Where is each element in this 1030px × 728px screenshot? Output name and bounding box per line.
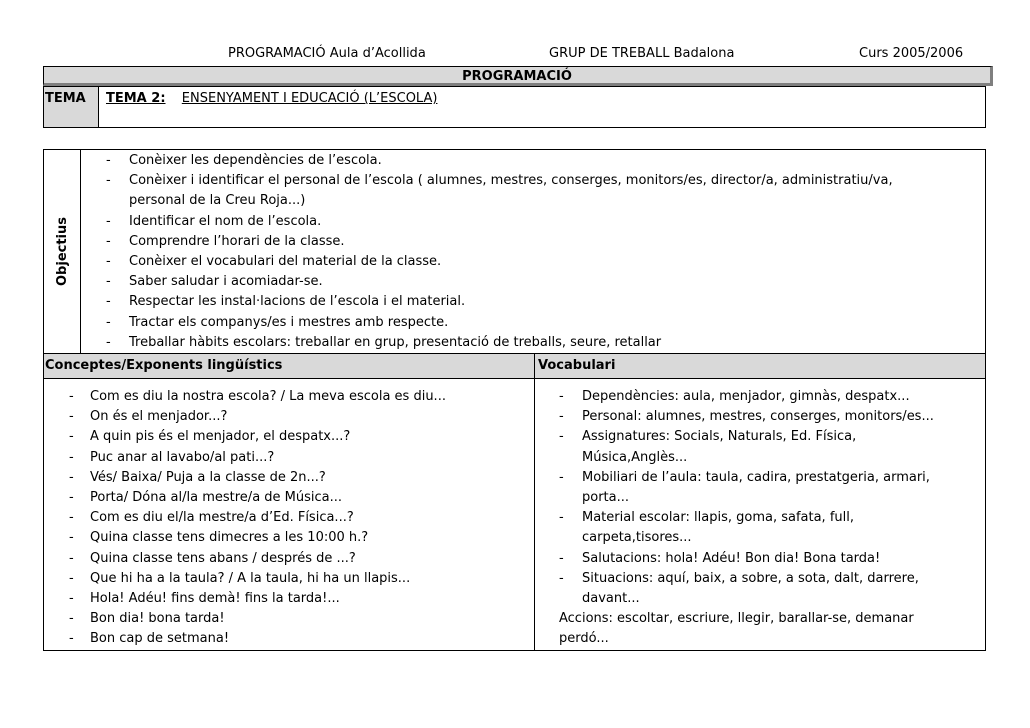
list-item-text: Quina classe tens abans / després de ...?	[90, 550, 356, 566]
list-item-text: Bon cap de setmana!	[90, 631, 230, 647]
tema-row	[43, 86, 986, 128]
list-item-text: Identificar el nom de l’escola.	[129, 213, 322, 229]
dash-bullet: -	[106, 334, 111, 350]
list-item-text: Conèixer i identificar el personal de l’escola ( alumnes, mestres, conserges, monitors/es, director/a, administratiu/va,	[129, 173, 893, 189]
list-item	[559, 508, 934, 528]
header-programacio: PROGRAMACIÓ Aula d’Acollida	[228, 46, 426, 61]
dash-bullet: -	[69, 530, 74, 546]
list-item-text: Com es diu el/la mestre/a d’Ed. Física...?	[90, 510, 354, 526]
list-item	[559, 609, 934, 629]
conceptes-list	[69, 387, 446, 650]
dash-bullet: -	[69, 409, 74, 425]
dash-bullet: -	[69, 469, 74, 485]
tema-title	[106, 91, 437, 106]
dash-bullet: -	[106, 294, 111, 310]
programacio-banner	[43, 66, 993, 86]
section-heading-row	[43, 353, 986, 379]
list-item	[69, 569, 446, 589]
list-item	[69, 468, 446, 488]
tema-label-cell	[44, 87, 99, 127]
dash-bullet: -	[69, 550, 74, 566]
dash-bullet: -	[69, 510, 74, 526]
list-item-text: porta...	[582, 490, 630, 506]
list-item-text: Conèixer les dependències de l’escola.	[129, 153, 382, 168]
list-item	[69, 508, 446, 528]
list-item	[106, 333, 893, 353]
list-item-text: Assignatures: Socials, Naturals, Ed. Física,	[582, 429, 857, 445]
body-divider	[534, 379, 535, 650]
list-item	[559, 589, 934, 609]
list-item	[106, 272, 893, 292]
dash-bullet: -	[106, 213, 111, 229]
list-item	[69, 448, 446, 468]
list-item	[106, 151, 893, 171]
dash-bullet: -	[559, 409, 564, 425]
list-item	[106, 212, 893, 232]
list-item-text: Situacions: aquí, baix, a sobre, a sota, dalt, darrere,	[582, 570, 919, 586]
dash-bullet: -	[106, 173, 111, 189]
list-item-text: Que hi ha a la taula? / A la taula, hi ha un llapis...	[90, 570, 411, 586]
objectius-label-cell	[44, 150, 80, 352]
list-item-text: perdó...	[559, 631, 609, 647]
list-item-text: carpeta,tisores...	[582, 530, 692, 546]
list-item-text: Dependències: aula, menjador, gimnàs, despatx...	[582, 389, 910, 404]
objectius-divider	[80, 149, 81, 353]
dash-bullet: -	[106, 274, 111, 290]
list-item	[106, 313, 893, 333]
objectius-label: Objectius	[54, 216, 70, 286]
list-item-text: Personal: alumnes, mestres, conserges, monitors/es...	[582, 409, 934, 425]
dash-bullet: -	[559, 550, 564, 566]
list-item-text: Vés/ Baixa/ Puja a la classe de 2n...?	[90, 469, 326, 485]
list-item	[559, 448, 934, 468]
list-item	[106, 252, 893, 272]
tema-label: TEMA	[45, 91, 86, 106]
dash-bullet: -	[106, 314, 111, 330]
tema-title-text: ENSENYAMENT I EDUCACIÓ (L’ESCOLA)	[181, 91, 438, 106]
list-item-text: Porta/ Dóna al/la mestre/a de Música...	[90, 490, 343, 506]
list-item	[106, 292, 893, 312]
list-item-text: Conèixer el vocabulari del material de la classe.	[129, 254, 442, 270]
list-item-text: Tractar els companys/es i mestres amb respecte.	[129, 314, 449, 330]
list-item-text: Quina classe tens dimecres a les 10:00 h.?	[90, 530, 369, 546]
tema-title-prefix: TEMA 2:	[106, 91, 166, 106]
list-item	[559, 488, 934, 508]
dash-bullet: -	[69, 449, 74, 465]
objectius-list	[106, 151, 893, 353]
list-item	[69, 629, 446, 649]
list-item-text: Material escolar: llapis, goma, safata, full,	[582, 510, 854, 526]
dash-bullet: -	[69, 591, 74, 607]
list-item-text: Accions: escoltar, escriure, llegir, barallar-se, demanar	[559, 611, 914, 627]
heading-divider	[534, 354, 535, 378]
list-item	[69, 427, 446, 447]
list-item	[559, 528, 934, 548]
list-item-text: Puc anar al lavabo/al pati...?	[90, 449, 275, 465]
dash-bullet: -	[559, 389, 564, 404]
list-item	[559, 569, 934, 589]
list-item	[559, 549, 934, 569]
list-item-text: Com es diu la nostra escola? / La meva escola es diu...	[90, 389, 446, 404]
dash-bullet: -	[69, 490, 74, 506]
dash-bullet: -	[559, 429, 564, 445]
list-item-text: On és el menjador...?	[90, 409, 228, 425]
dash-bullet: -	[69, 631, 74, 647]
list-item	[69, 528, 446, 548]
vocabulari-list	[559, 387, 934, 650]
list-item	[106, 171, 893, 191]
list-item-text: Respectar les instal·lacions de l’escola i el material.	[129, 294, 466, 310]
list-item-text: Mobiliari de l’aula: taula, cadira, prestatgeria, armari,	[582, 469, 930, 485]
dash-bullet: -	[559, 570, 564, 586]
header-curs: Curs 2005/2006	[859, 46, 964, 61]
list-item	[559, 468, 934, 488]
banner-title: PROGRAMACIÓ	[462, 69, 572, 84]
list-item-text: Comprendre l’horari de la classe.	[129, 233, 345, 249]
list-item-text: Bon dia! bona tarda!	[90, 611, 225, 627]
list-item	[69, 609, 446, 629]
list-item-text: personal de la Creu Roja...)	[129, 193, 306, 209]
dash-bullet: -	[69, 570, 74, 586]
list-item-text: A quin pis és el menjador, el despatx...?	[90, 429, 351, 445]
list-item-text: Música,Anglès...	[582, 449, 688, 465]
dash-bullet: -	[106, 254, 111, 270]
list-item-text: davant...	[582, 591, 640, 607]
dash-bullet: -	[559, 510, 564, 526]
dash-bullet: -	[69, 429, 74, 445]
list-item	[559, 629, 934, 649]
list-item-text: Treballar hàbits escolars: treballar en grup, presentació de treballs, seure, retallar	[129, 334, 662, 350]
list-item-text: Hola! Adéu! fins demà! fins la tarda!...	[90, 591, 340, 607]
dash-bullet: -	[106, 153, 111, 168]
dash-bullet: -	[559, 469, 564, 485]
dash-bullet: -	[69, 611, 74, 627]
conceptes-heading: Conceptes/Exponents lingüístics	[45, 358, 283, 373]
list-item	[559, 387, 934, 407]
list-item-text: Saber saludar i acomiadar-se.	[129, 274, 323, 290]
header-grup: GRUP DE TREBALL Badalona	[549, 46, 735, 61]
list-item	[69, 387, 446, 407]
list-item-text: Salutacions: hola! Adéu! Bon dia! Bona tarda!	[582, 550, 881, 566]
list-item	[559, 427, 934, 447]
list-item	[69, 488, 446, 508]
list-item	[106, 232, 893, 252]
dash-bullet: -	[69, 389, 74, 404]
list-item	[106, 191, 893, 211]
dash-bullet: -	[106, 233, 111, 249]
list-item	[69, 549, 446, 569]
list-item	[559, 407, 934, 427]
vocabulari-heading: Vocabulari	[538, 358, 616, 373]
list-item	[69, 407, 446, 427]
list-item	[69, 589, 446, 609]
